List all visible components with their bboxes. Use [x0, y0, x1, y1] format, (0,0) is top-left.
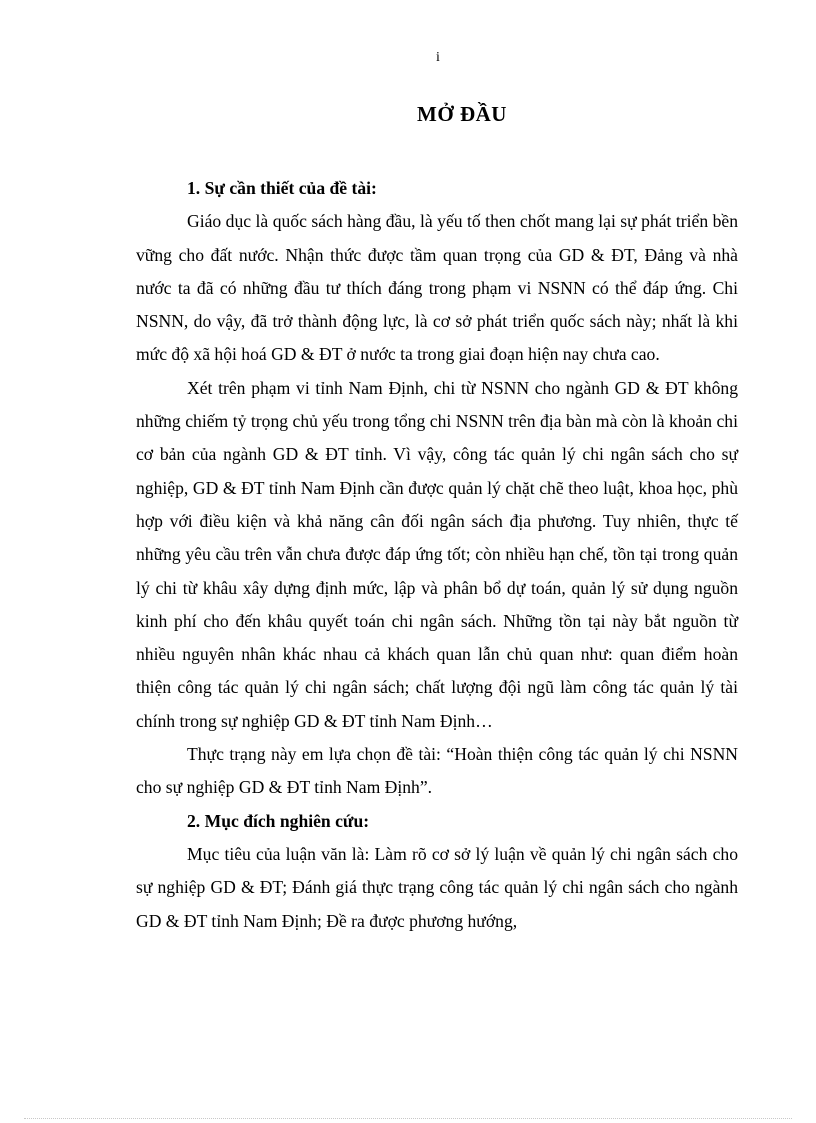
paragraph: Xét trên phạm vi tỉnh Nam Định, chi từ NSNN cho ngành GD & ĐT không những chiếm tỷ trọng chủ yếu trong tổng chi NSNN trên địa bàn mà còn là khoản chi cơ bản của ngành GD & ĐT tỉnh. Vì vậy, công tác quản lý chi ngân sách cho sự nghiệp, GD & ĐT tỉnh Nam Định cần được quản lý chặt chẽ theo luật, khoa học, phù hợp với điều kiện và khả năng cân đối ngân sách địa phương. Tuy nhiên, thực tế những yêu cầu trên vẫn chưa được đáp ứng tốt; còn nhiều hạn chế, tồn tại trong quản lý chi từ khâu xây dựng định mức, lập và phân bổ dự toán, quản lý sử dụng nguồn kinh phí cho đến khâu quyết toán chi ngân sách. Những tồn tại này bắt nguồn từ nhiều nguyên nhân khác nhau cả khách quan lẫn chủ quan như: quan điểm hoàn thiện công tác quản lý chi ngân sách; chất lượng đội ngũ làm công tác quản lý tài chính trong sự nghiệp GD & ĐT tỉnh Nam Định…: [136, 377, 738, 731]
paragraph: Thực trạng này em lựa chọn đề tài: “Hoàn thiện công tác quản lý chi NSNN cho sự nghiệp GD & ĐT tỉnh Nam Định”.: [136, 744, 738, 798]
document-body: [136, 172, 738, 938]
section-2-heading: 2. Mục đích nghiên cứu:: [187, 810, 370, 831]
paragraph: Giáo dục là quốc sách hàng đầu, là yếu tố then chốt mang lại sự phát triển bền vững cho đất nước. Nhận thức được tầm quan trọng của GD & ĐT, Đảng và nhà nước ta đã có những đầu tư thích đáng trong phạm vi NSNN có thể đáp ứng. Chi NSNN, do vậy, đã trở thành động lực, là cơ sở phát triển quốc sách này; nhất là khi mức độ xã hội hoá GD & ĐT ở nước ta trong giai đoạn hiện nay chưa cao.: [136, 211, 738, 365]
page-bottom-divider: [24, 1118, 792, 1119]
section-1-heading: 1. Sự cần thiết của đề tài:: [187, 178, 377, 198]
page-title: MỞ ĐẦU: [417, 102, 507, 126]
page-number: i: [436, 50, 440, 65]
paragraph: Mục tiêu của luận văn là: Làm rõ cơ sở lý luận về quản lý chi ngân sách cho sự nghiệp GD & ĐT; Đánh giá thực trạng công tác quản lý chi ngân sách cho ngành GD & ĐT tỉnh Nam Định; Đề ra được phương hướng,: [136, 843, 738, 931]
